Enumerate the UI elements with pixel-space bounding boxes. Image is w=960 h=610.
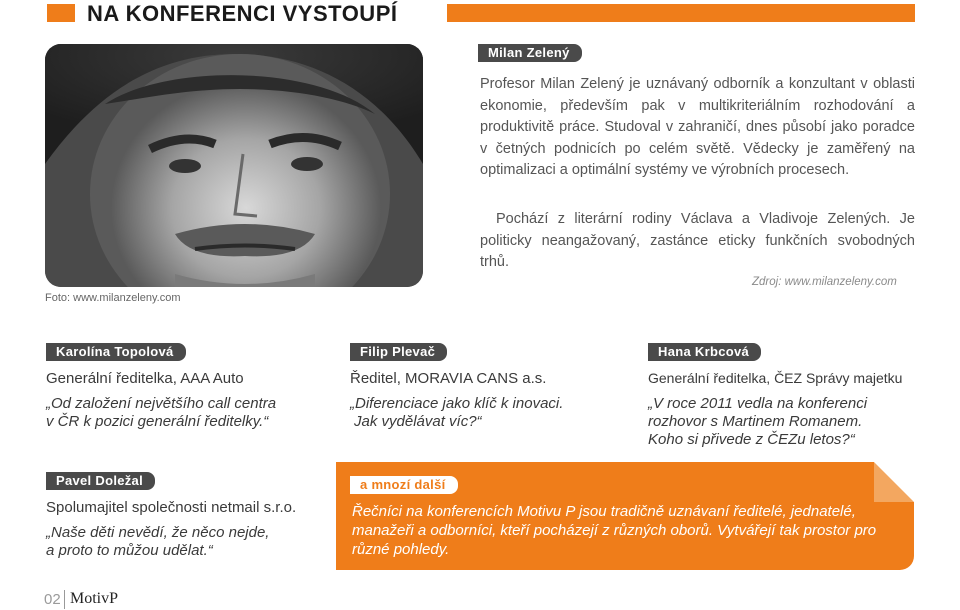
speaker-role: Generální ředitelka, AAA Auto [46, 370, 244, 387]
speaker-quote: „Naše děti nevědí, že něco nejde, a proto to můžou udělat.“ [46, 524, 270, 559]
folded-corner [874, 462, 914, 502]
speaker-name-tag: Karolína Topolová [46, 343, 186, 361]
others-label-tag: a mnozí další [350, 476, 458, 494]
speaker-role: Spolumajitel společnosti netmail s.r.o. [46, 499, 297, 516]
portrait-image [45, 44, 423, 287]
speaker-quote: „Diferenciace jako klíč k inovaci. Jak vydělávat víc?“ [350, 395, 564, 430]
speaker-bio-paragraph: Pochází z literární rodiny Václava a Vladivoje Zelených. Je politicky neangažovaný, zastánce eticky funkčních svobodných trhů. [480, 211, 915, 270]
motivp-logo: MotivP [70, 590, 119, 607]
speaker-name-tag: Filip Plevač [350, 343, 447, 361]
speaker-name-tag: Milan Zelený [478, 44, 582, 62]
source-note: Zdroj: www.milanzeleny.com [752, 276, 897, 288]
page-number: 02 [44, 591, 61, 608]
speaker-bio-paragraph: Profesor Milan Zelený je uznávaný odborník a konzultant v oblasti ekonomie, především pak v multikriteriálním rozhodování a produktivitě práce. Studoval v zahraničí, dnes působí jako poradce v četných podnicích po celém světě. Vědecky je zaměřený na optimalizaci a optimální systémy ve výrobních procesech. [480, 76, 915, 178]
others-text: Řečníci na konferencích Motivu P jsou tradičně uznávaní ředitelé, jednatelé, manažeři a odborníci, kteří pocházejí z různých oborů. Vytvářejí tak prostor pro různé pohledy. [352, 503, 877, 558]
speaker-role: Generální ředitelka, ČEZ Správy majetku [648, 370, 903, 386]
speaker-role: Ředitel, MORAVIA CANS a.s. [350, 370, 547, 387]
speaker-quote: „Od založení největšího call centra v ČR k pozici generální ředitelky.“ [46, 395, 277, 430]
page-title: NA KONFERENCI VYSTOUPÍ [87, 1, 398, 26]
speaker-name-tag: Pavel Doležal [46, 472, 155, 490]
speaker-photo [45, 44, 423, 287]
speaker-name-tag: Hana Krbcová [648, 343, 761, 361]
speaker-quote: „V roce 2011 vedla na konferenci rozhovor s Martinem Romanem. Koho si přivede z ČEZu letos?“ [648, 395, 868, 448]
footer-divider [64, 590, 65, 609]
header-orange-bar [447, 4, 915, 22]
photo-caption: Foto: www.milanzeleny.com [45, 292, 181, 304]
header-orange-square [47, 4, 75, 22]
